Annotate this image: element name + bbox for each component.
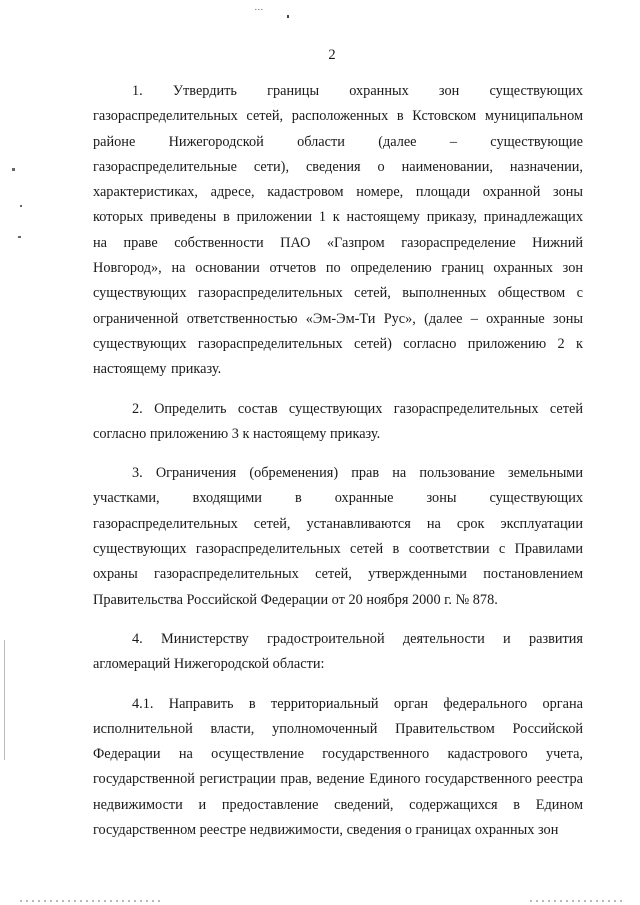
scan-noise <box>530 900 625 902</box>
scan-noise <box>20 900 160 902</box>
paragraph-1: 1. Утвердить границы охранных зон существующих газораспределительных сетей, расположенных в Кстовском муниципальном районе Нижегородской области (далее – существующие газораспределительные сети), сведения о наименовании, назначении, характеристиках, адресе, кадастровом номере, площади охранной зоны которых приведены в приложении 1 к настоящему приказу, принадлежащих на праве собственности ПАО «Газпром газораспределение Нижний Новгород», на основании отчетов по определению границ охранных зон существующих газораспределительных сетей, выполненных обществом с ограниченной ответственностью «Эм-Эм-Ти Рус», (далее – охранные зоны существующих газораспределительных сетей) согласно приложению 2 к настоящему приказу. <box>93 83 583 378</box>
scan-stamp: … <box>255 2 265 12</box>
page-number: 2 <box>328 47 336 63</box>
margin-mark <box>4 640 5 760</box>
paragraph-4-1: 4.1. Направить в территориальный орган федерального органа исполнительной власти, уполномоченный Правительством Российской Федерации на осуществление государственного кадастрового учета, государственной регистрации прав, ведение Единого государственного реестра недвижимости и предоставление сведений, содержащихся в Едином государственном реестре недвижимости, сведения о границах охранных зон <box>93 695 583 839</box>
document-body <box>93 79 583 857</box>
paragraph-2: 2. Определить состав существующих газораспределительных сетей согласно приложению 3 к настоящему приказу. <box>93 400 583 442</box>
margin-mark <box>12 168 15 171</box>
scan-artifact <box>287 15 289 18</box>
paragraph-4: 4. Министерству градостроительной деятельности и развития агломераций Нижегородской области: <box>93 630 583 673</box>
margin-mark <box>18 236 21 238</box>
margin-mark <box>20 205 22 207</box>
paragraph-3: 3. Ограничения (обременения) прав на пользование земельными участками, входящими в охранные зоны существующих газораспределительных сетей, устанавливаются на срок эксплуатации существующих газораспределительных сетей в соответствии с Правилами охраны газораспределительных сетей, утвержденными постановлением Правительства Российской Федерации от 20 ноября 2000 г. № 878. <box>93 465 583 608</box>
